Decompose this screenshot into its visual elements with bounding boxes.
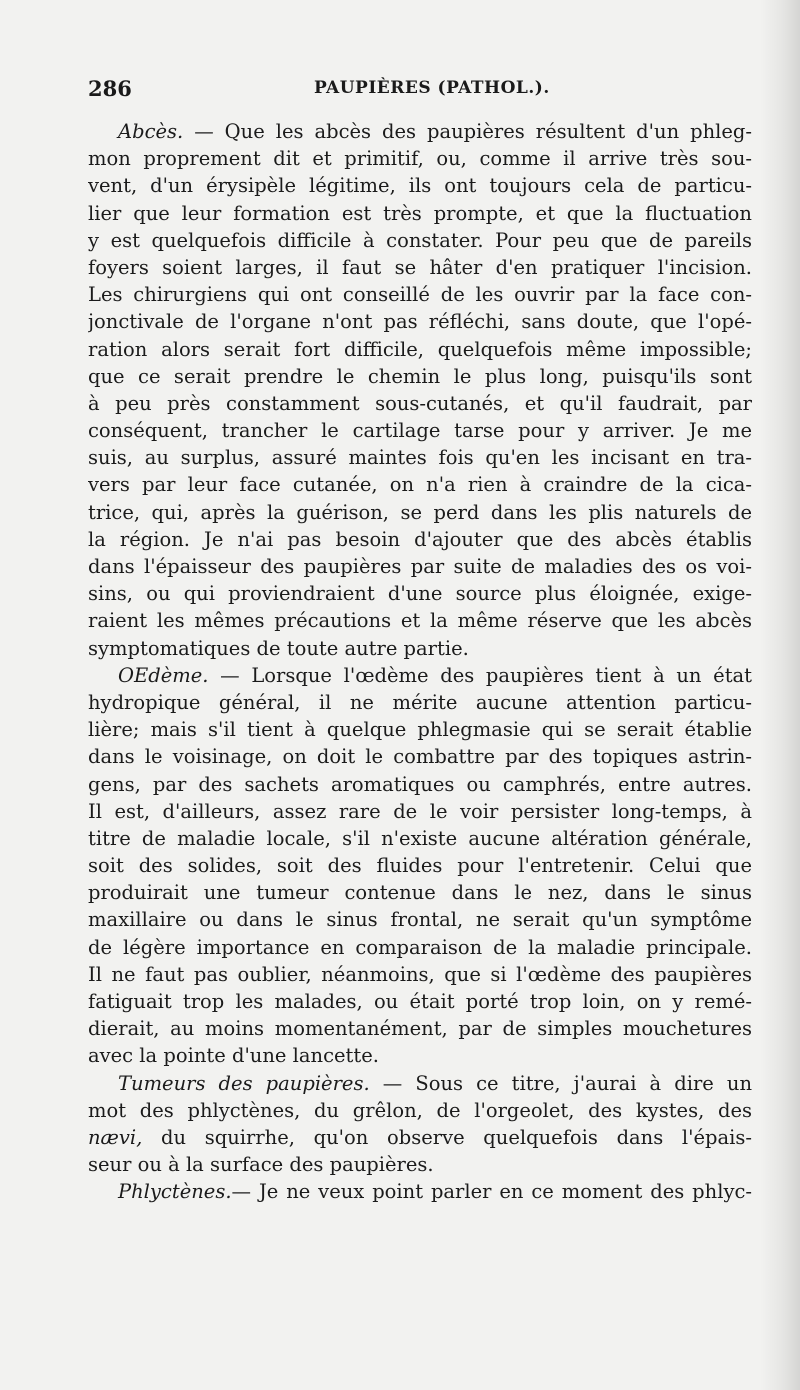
- text-line: soit des solides, soit des fluides pour l'entretenir. Celui que: [88, 854, 752, 878]
- text-line: Les chirurgiens qui ont conseillé de les ouvrir par la face con-: [88, 283, 752, 307]
- text-line: trice, qui, après la guérison, se perd dans les plis naturels de: [88, 500, 752, 524]
- text-line: vers par leur face cutanée, on n'a rien à craindre de la cica-: [88, 473, 752, 497]
- text-line: que ce serait prendre le chemin le plus long, puisqu'ils sont: [88, 364, 752, 388]
- text-line: à peu près constamment sous-cutanés, et qu'il faudrait, par: [88, 391, 752, 415]
- paragraph-phlyctenes: [88, 1178, 752, 1205]
- text-line: [88, 1178, 752, 1205]
- text-line: hydropique général, il ne mérite aucune attention particu-: [88, 690, 752, 714]
- text-line: vent, d'un érysipèle légitime, ils ont toujours cela de particu-: [88, 174, 752, 198]
- text-line: conséquent, trancher le cartilage tarse pour y arriver. Je me: [88, 419, 752, 443]
- text-line: y est quelquefois difficile à constater. Pour peu que de pareils: [88, 228, 752, 252]
- text-line: maxillaire ou dans le sinus frontal, ne serait qu'un symptôme: [88, 908, 752, 932]
- body-text: [88, 118, 752, 1206]
- text-span: du squirrhe, qu'on observe quelquefois dans l'épais-: [161, 1125, 752, 1149]
- text-span: — Lorsque l'œdème des paupières tient à un état: [220, 663, 752, 687]
- text-line: symptomatiques de toute autre partie.: [88, 636, 469, 660]
- text-line: Il est, d'ailleurs, assez rare de le voir persister long-temps, à: [88, 799, 752, 823]
- running-head: PAUPIÈRES (PATHOL.).: [314, 78, 550, 98]
- text-line: dierait, au moins momentanément, par de simples mouchetures: [88, 1017, 752, 1041]
- text-line: dans le voisinage, on doit le combattre par des topiques astrin-: [88, 745, 752, 769]
- text-line: produirait une tumeur contenue dans le nez, dans le sinus: [88, 881, 752, 905]
- text-line: avec la pointe d'une lancette.: [88, 1044, 379, 1068]
- text-line: dans l'épaisseur des paupières par suite de maladies des os voi-: [88, 555, 752, 578]
- text-line: [88, 662, 752, 689]
- text-line: de légère importance en comparaison de la maladie principale.: [88, 935, 752, 959]
- text-line: Il ne faut pas oublier, néanmoins, que si l'œdème des paupières: [88, 962, 752, 986]
- text-span: — Sous ce titre, j'aurai à dire un: [382, 1071, 752, 1095]
- text-line: lière; mais s'il tient à quelque phlegmasie qui se serait établie: [88, 718, 752, 742]
- text-line: [88, 1124, 752, 1151]
- page-number: 286: [88, 76, 132, 101]
- page-gutter-shadow: [760, 0, 800, 1390]
- text-line: raient les mêmes précautions et la même réserve que les abcès: [88, 609, 752, 633]
- paragraph-tumeurs: [88, 1070, 752, 1179]
- text-line: mot des phlyctènes, du grêlon, de l'orgeolet, des kystes, des: [88, 1098, 752, 1122]
- text-span: — Que les abcès des paupières résultent d'un phleg-: [194, 120, 752, 143]
- section-title-phlyctenes: Phlyctènes.: [118, 1180, 232, 1204]
- text-line: [88, 118, 752, 145]
- text-line: gens, par des sachets aromatiques ou camphrés, entre autres.: [88, 772, 752, 796]
- text-line: sins, ou qui proviendraient d'une source plus éloignée, exige-: [88, 582, 752, 606]
- section-title-oedeme: OEdème.: [118, 663, 209, 687]
- text-line: titre de maladie locale, s'il n'existe aucune altération générale,: [88, 826, 752, 850]
- paragraph-oedeme: [88, 662, 752, 1070]
- text-line: ration alors serait fort difficile, quelquefois même impossible;: [88, 337, 752, 361]
- text-line: fatiguait trop les malades, ou était porté trop loin, on y remé-: [88, 990, 752, 1013]
- text-line: [88, 1070, 752, 1097]
- text-line: seur ou à la surface des paupières.: [88, 1153, 434, 1177]
- term-naevi: nævi,: [88, 1125, 143, 1149]
- section-title-tumeurs: Tumeurs des paupières.: [118, 1071, 370, 1095]
- text-span: — Je ne veux point parler en ce moment des phlyc-: [231, 1180, 752, 1204]
- text-line: mon proprement dit et primitif, ou, comme il arrive très sou-: [88, 147, 752, 171]
- text-line: jonctivale de l'organe n'ont pas réfléchi, sans doute, que l'opé-: [88, 310, 752, 334]
- section-title-abces: Abcès.: [118, 120, 184, 143]
- paragraph-abces: [88, 118, 752, 662]
- text-line: la région. Je n'ai pas besoin d'ajouter que des abcès établis: [88, 527, 752, 551]
- text-line: suis, au surplus, assuré maintes fois qu'en les incisant en tra-: [88, 446, 752, 470]
- text-line: foyers soient larges, il faut se hâter d'en pratiquer l'incision.: [88, 255, 752, 279]
- page-header: [88, 76, 752, 106]
- text-line: lier que leur formation est très prompte, et que la fluctuation: [88, 201, 752, 225]
